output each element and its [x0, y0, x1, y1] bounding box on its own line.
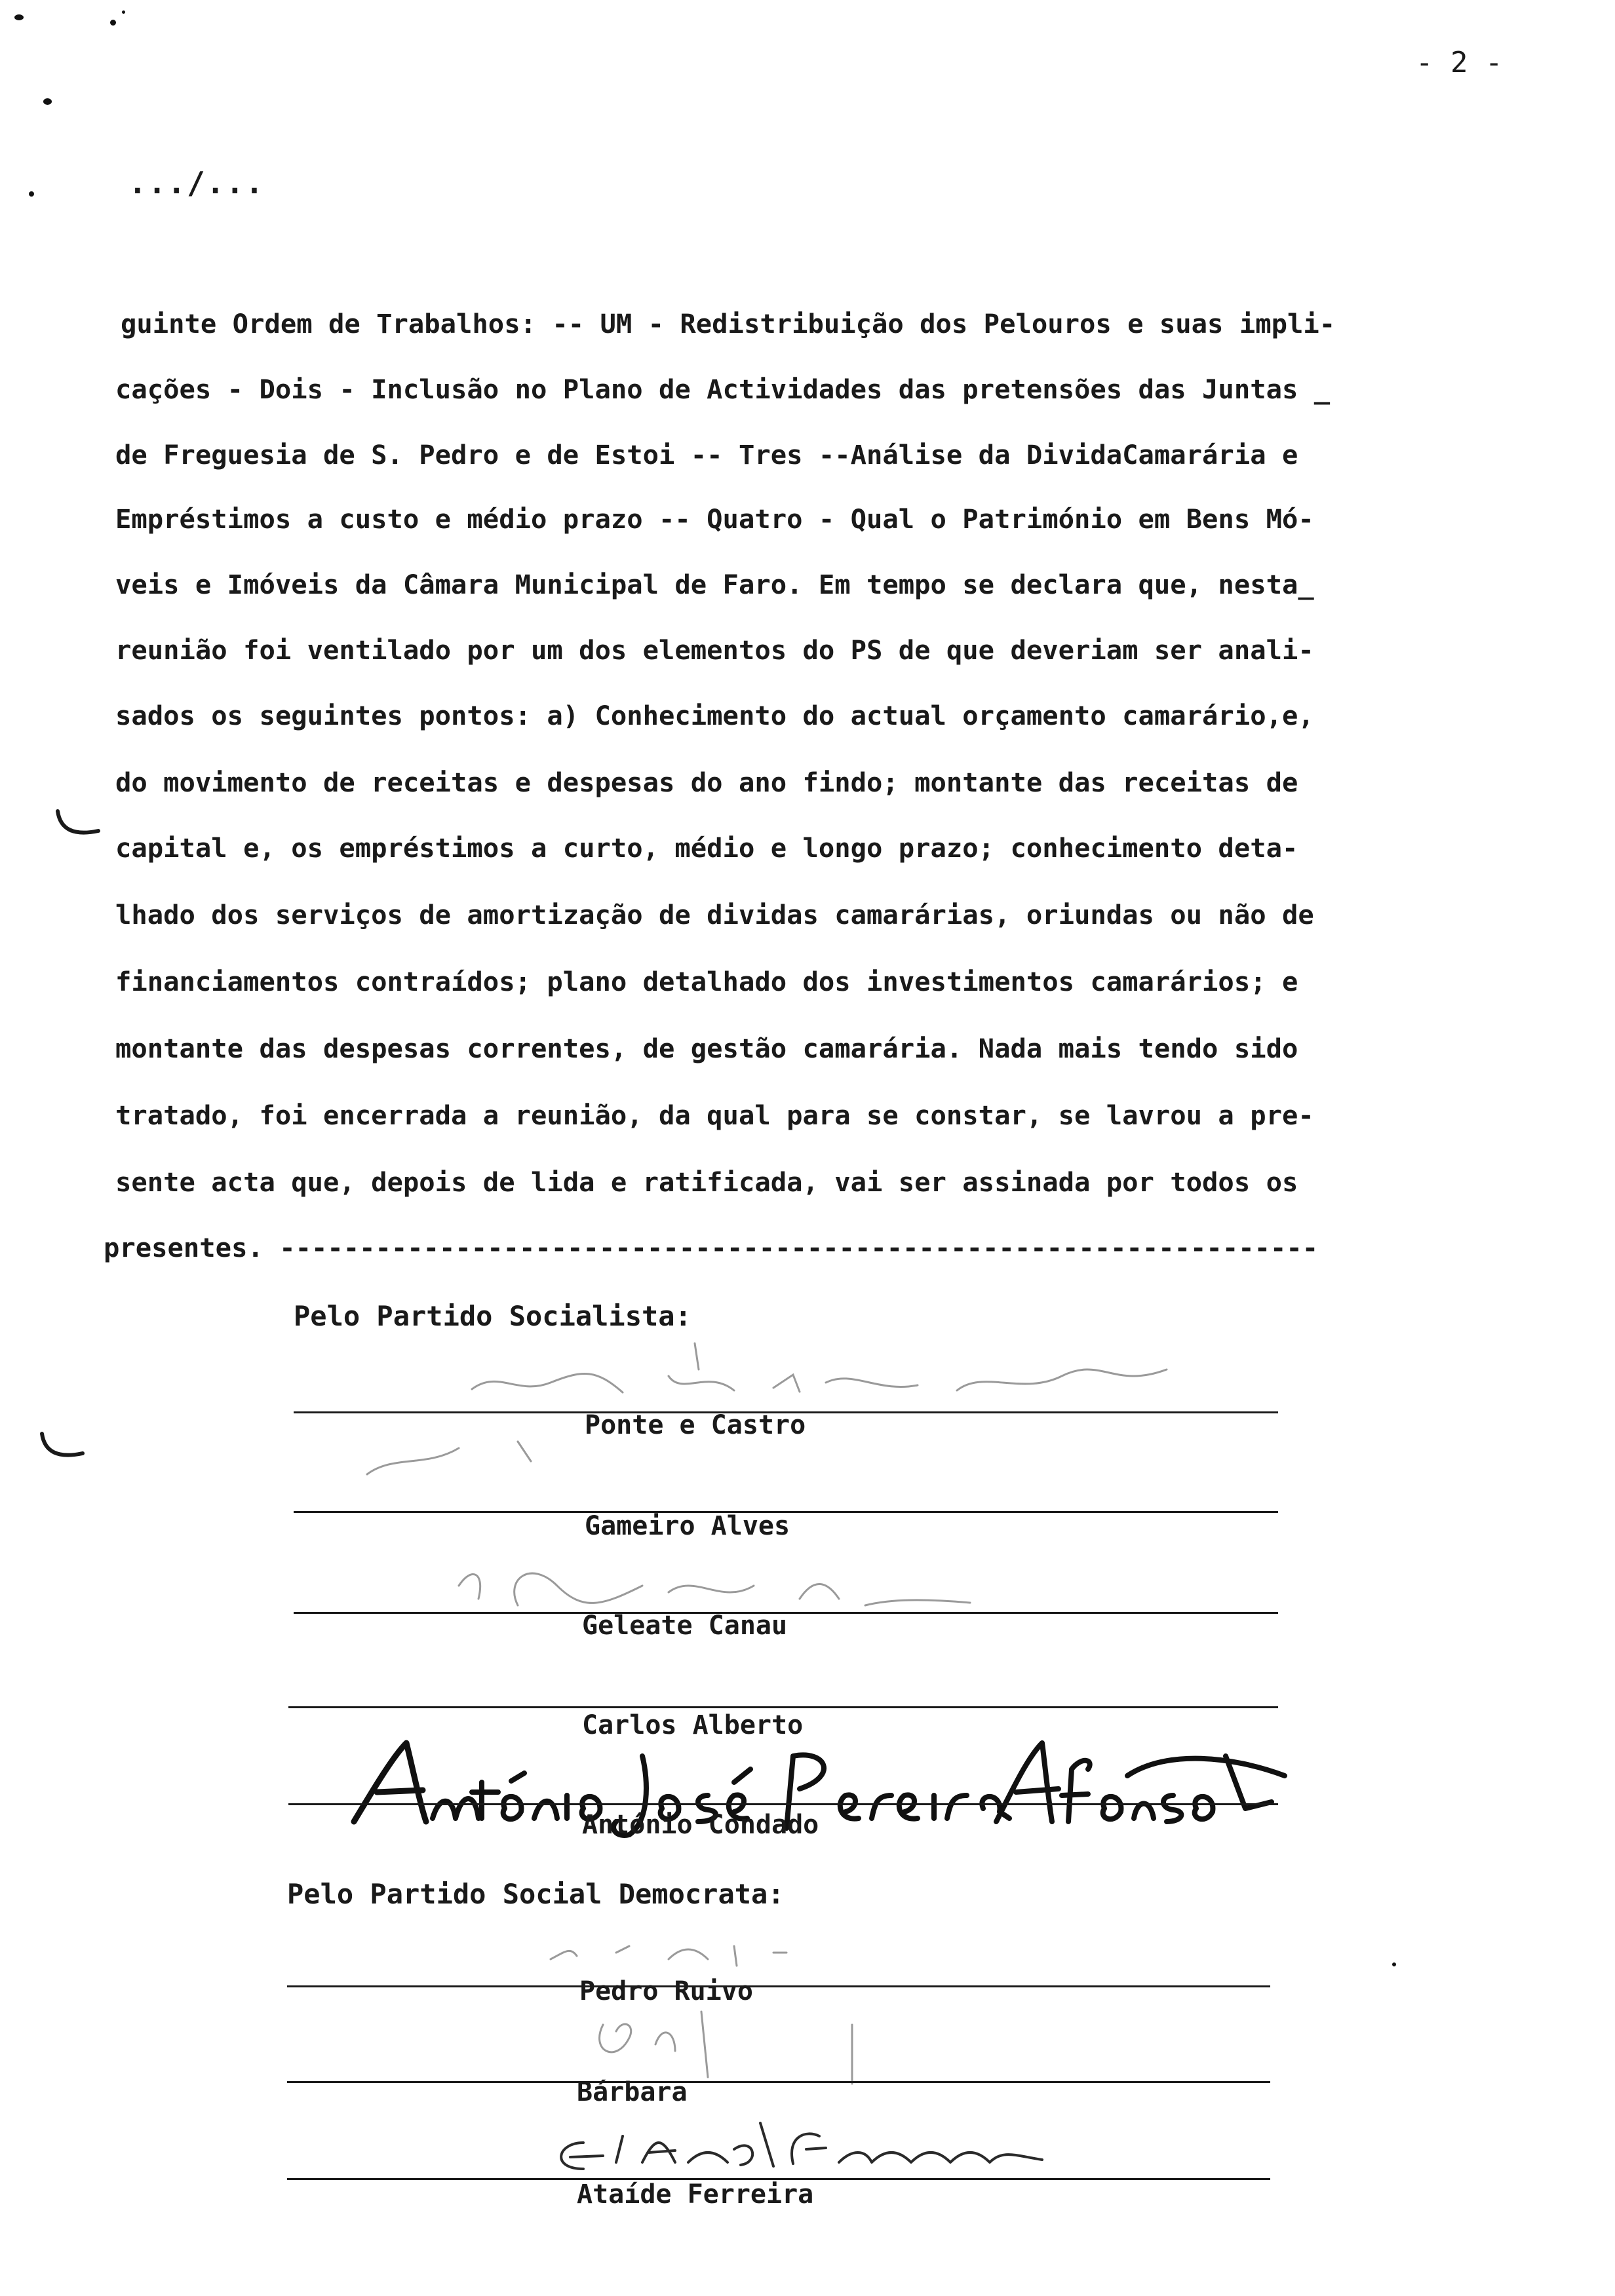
margin-bracket-mark	[38, 1430, 90, 1469]
signatory-name: António Condado	[582, 1810, 819, 1840]
body-text-line: sados os seguintes pontos: a) Conhecimento do actual orçamento camarário,e,	[115, 700, 1314, 731]
margin-speck	[43, 98, 52, 105]
party-heading: Pelo Partido Social Democrata:	[287, 1878, 785, 1910]
page-number: - 2 -	[1416, 46, 1503, 79]
body-text-line: tratado, foi encerrada a reunião, da qual para se constar, se lavrou a pre-	[115, 1100, 1314, 1131]
body-text-line: guinte Ordem de Trabalhos: -- UM - Redistribuição dos Pelouros e suas impli-	[121, 308, 1336, 339]
signature-scribble-faint	[354, 1428, 551, 1487]
signature-scribble-ataide-ferreira	[544, 2110, 1081, 2189]
body-text-line: reunião foi ventilado por um dos elementos do PS de que deveriam ser anali-	[115, 634, 1314, 666]
signature-scribble-faint	[459, 1330, 1193, 1409]
handwritten-signature-antonio-condado	[341, 1730, 1311, 1841]
signature-scribble-faint	[577, 1999, 878, 2090]
party-heading: Pelo Partido Socialista:	[294, 1300, 691, 1332]
signatory-name: Carlos Alberto	[582, 1710, 804, 1740]
signatory-name: Ataíde Ferreira	[577, 2179, 814, 2210]
signatory-name: Ponte e Castro	[585, 1410, 806, 1440]
body-text-line: financiamentos contraídos; plano detalhado dos investimentos camarários; e	[115, 966, 1298, 997]
body-text-line: veis e Imóveis da Câmara Municipal de Faro. Em tempo se declara que, nesta_	[115, 569, 1314, 600]
body-text-line: de Freguesia de S. Pedro e de Estoi -- Tres --Análise da DividaCamarária e	[115, 439, 1298, 470]
signatory-name: Pedro Ruivo	[579, 1976, 753, 2006]
signature-line	[287, 2081, 1270, 2083]
body-text-line: presentes. -----------------------------------------------------------------	[104, 1232, 1319, 1263]
signatory-name: Bárbara	[577, 2077, 688, 2107]
margin-speck	[1392, 1962, 1396, 1966]
signatory-name: Gameiro Alves	[585, 1511, 790, 1541]
margin-speck	[14, 14, 24, 20]
signature-scribble-faint	[537, 1920, 839, 1985]
margin-speck	[110, 20, 116, 26]
signature-line	[288, 1803, 1278, 1805]
signature-line	[288, 1706, 1278, 1708]
body-text-line: montante das despesas correntes, de gestão camarária. Nada mais tendo sido	[115, 1033, 1298, 1064]
body-text-line: sente acta que, depois de lida e ratificada, vai ser assinada por todos os	[115, 1166, 1298, 1198]
body-text-line: capital e, os empréstimos a curto, médio e longo prazo; conhecimento deta-	[115, 832, 1298, 864]
continuation-mark: .../...	[128, 165, 265, 201]
body-text-line: do movimento de receitas e despesas do ano findo; montante das receitas de	[115, 767, 1298, 798]
body-text-line: lhado dos serviços de amortização de dividas camarárias, oriundas ou não de	[115, 899, 1314, 930]
margin-bracket-mark	[54, 807, 106, 847]
body-text-line: cações - Dois - Inclusão no Plano de Actividades das pretensões das Juntas _	[115, 373, 1331, 405]
margin-speck	[122, 10, 125, 14]
signature-scribble-faint	[446, 1546, 996, 1618]
signatory-name: Geleate Canau	[582, 1611, 788, 1641]
body-text-line: Empréstimos a custo e médio prazo -- Quatro - Qual o Património em Bens Mó-	[115, 503, 1314, 535]
signature-line	[287, 1985, 1270, 1987]
margin-speck	[29, 191, 34, 197]
